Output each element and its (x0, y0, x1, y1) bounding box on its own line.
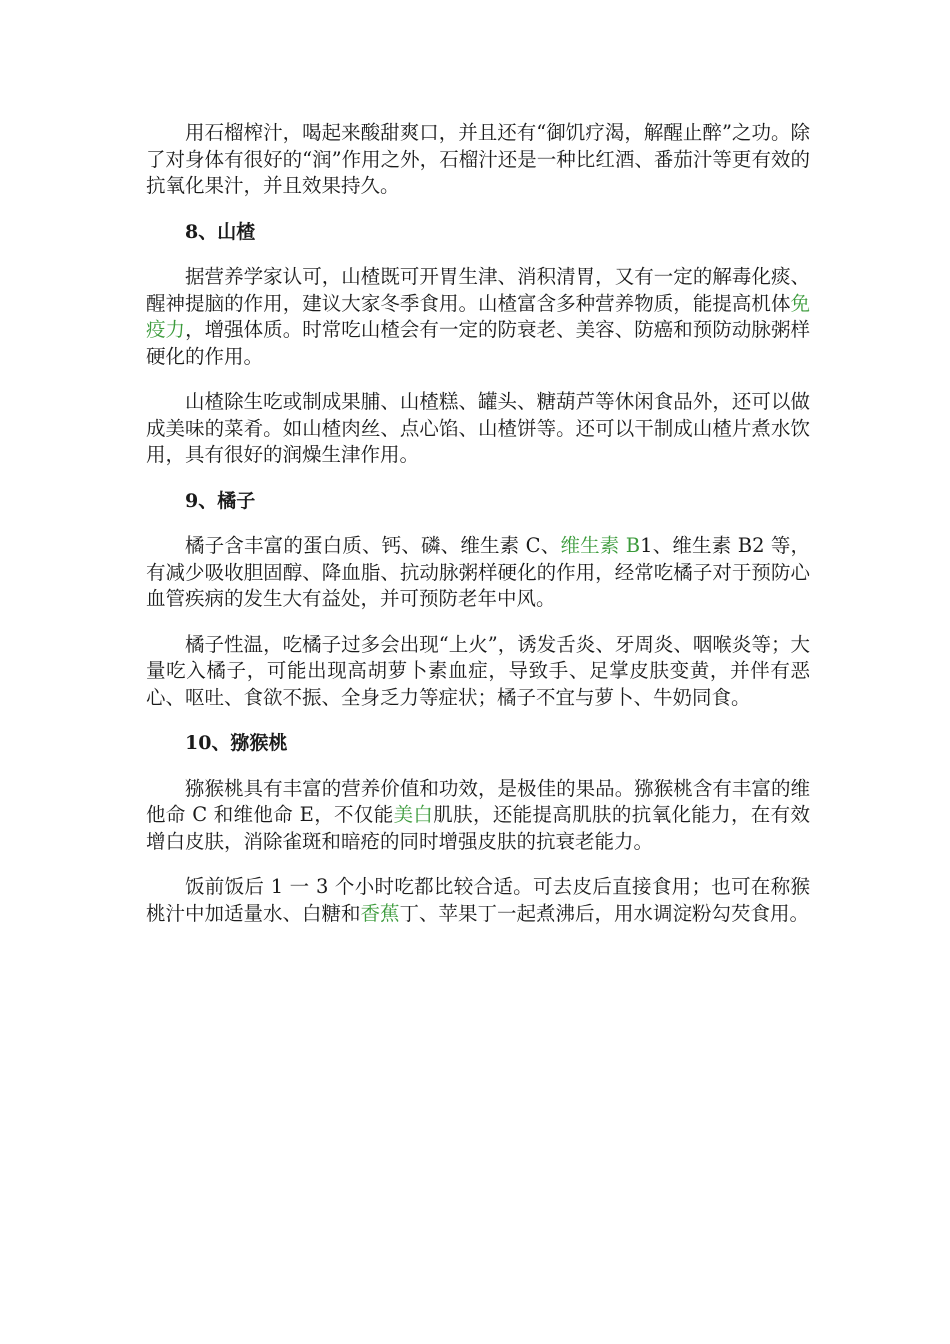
orange-paragraph-2 (146, 632, 810, 712)
whitening-link[interactable]: 美白 (393, 803, 434, 826)
hawthorn-paragraph-1 (146, 264, 810, 370)
banana-link[interactable]: 香蕉 (360, 901, 400, 925)
section-heading-orange: 9、橘子 (185, 489, 256, 512)
text: 用石榴榨汁，喝起来酸甜爽口，并且还有“御饥疗渴，解醒止醉”之功。除了对身体有很好的“润”作用之外，石榴汁还是一种比红酒、番茄汁等更有效的抗氧化果汁，并且效果持久。 (146, 121, 810, 197)
text: 猕猴桃具有丰富的营养价值和功效，是极佳的果品。猕猴桃含有丰富的维他命 C 和维他命 E，不仅能 (146, 776, 810, 826)
text: 饭前饭后 1 一 3 个小时吃都比较合适。可去皮后直接食用；也可在称猴桃汁中加适量水、白糖和 (146, 875, 810, 925)
text: 据营养学家认可，山楂既可开胃生津、消积清胃，又有一定的解毒化痰、醒神提脑的作用，建议大家冬季食用。山楂富含多种营养物质，能提高机体 (146, 265, 810, 315)
kiwi-paragraph-2 (146, 874, 810, 927)
text: 1、维生素 B2 等，有减少吸收胆固醇、降血脂、抗动脉粥样硬化的作用，经常吃橘子对于预防心血管疾病的发生大有益处，并可预防老年中风。 (146, 534, 811, 610)
article-body (146, 120, 810, 946)
text: 肌肤，还能提高肌肤的抗氧化能力，在有效增白皮肤，消除雀斑和暗疮的同时增强皮肤的抗衰老能力。 (146, 803, 810, 853)
section-heading-kiwi: 10、猕猴桃 (185, 732, 288, 754)
orange-paragraph-1 (146, 533, 810, 613)
text: ，增强体质。时常吃山楂会有一定的防衰老、美容、防癌和预防动脉粥样硬化的作用。 (146, 318, 810, 368)
immunity-link[interactable]: 免疫力 (146, 291, 810, 341)
pomegranate-paragraph (146, 120, 810, 200)
text: 橘子性温，吃橘子过多会出现“上火”，诱发舌炎、牙周炎、咽喉炎等；大量吃入橘子，可能出现高胡萝卜素血症，导致手、足掌皮肤变黄，并伴有恶心、呕吐、食欲不振、全身乏力等症状；橘子不宜与萝卜、牛奶同食。 (146, 632, 810, 709)
hawthorn-paragraph-2 (146, 389, 810, 469)
text: 橘子含丰富的蛋白质、钙、磷、维生素 C、 (185, 534, 561, 557)
kiwi-paragraph-1 (146, 776, 810, 856)
text: 山楂除生吃或制成果脯、山楂糕、罐头、糖葫芦等休闲食品外，还可以做成美味的菜肴。如山楂肉丝、点心馅、山楂饼等。还可以干制成山楂片煮水饮用，具有很好的润燥生津作用。 (146, 390, 810, 466)
vitamin-b-link[interactable]: 维生素 B (560, 534, 641, 557)
text: 丁、苹果丁一起煮沸后，用水调淀粉勾芡食用。 (399, 901, 810, 925)
section-heading-hawthorn: 8、山楂 (185, 220, 256, 243)
